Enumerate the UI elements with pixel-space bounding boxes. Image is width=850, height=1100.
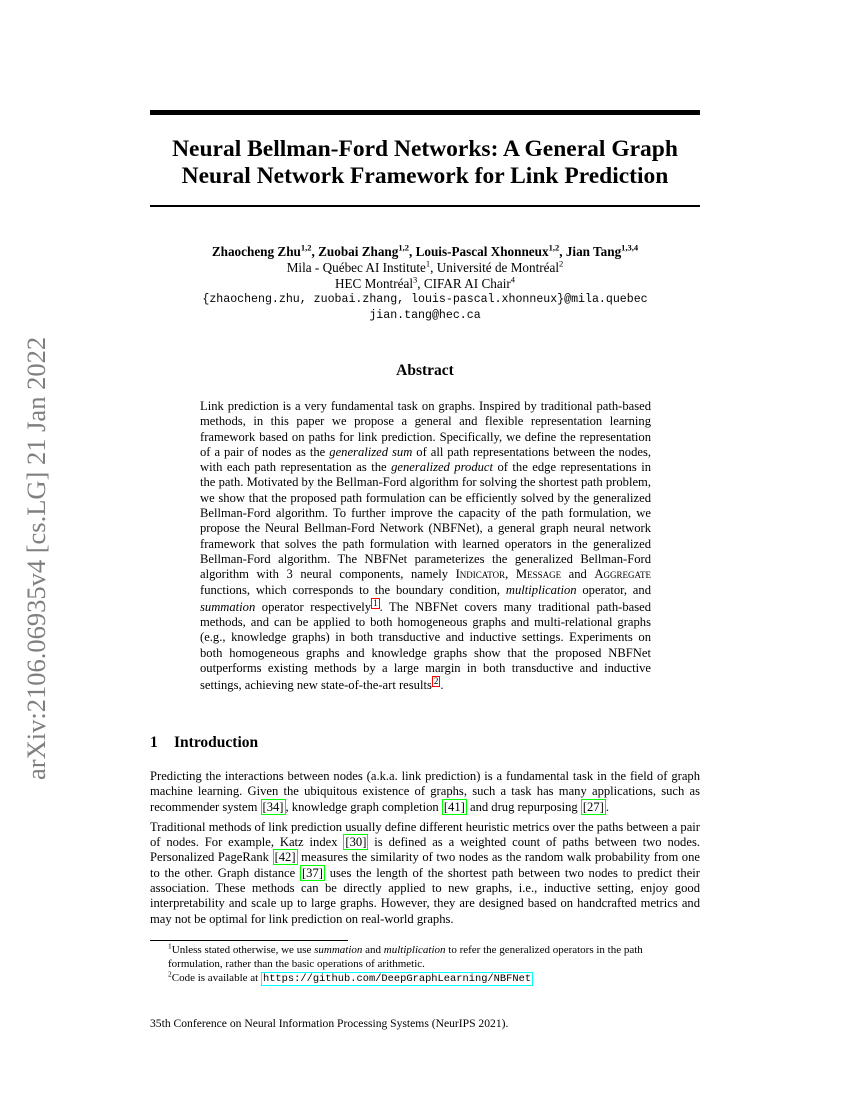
author-name: Zhaocheng Zhu [211,244,301,259]
paper-title [150,136,700,190]
abstract-text: . The NBFNet covers many traditional path-based methods, and can be applied to both homogeneous graphs and multi-relational graphs (e.g., knowledge graphs) in both transductive and inductive settings. Experiments on both homogeneous graphs and knowledge graphs show that the proposed NBFNet outperforms existing methods by a large margin in both transductive and inductive settings, achieving new state-of-the-art results [200,599,651,693]
footnote-emphasis: summation [314,944,363,956]
author-name: Jian Tang [565,244,622,259]
footnote-mark: 2 [168,969,172,979]
abstract-text: . [440,678,444,693]
section-title: Introduction [174,734,259,751]
author-name: Louis-Pascal Xhonneux [415,244,549,259]
footnote-link-2[interactable]: 2 [433,676,439,687]
footnotes [150,941,700,988]
footnote-mark: 1 [168,941,172,951]
abstract-body [200,399,651,694]
abstract-text: of the edge representations in the path. Motivated by the Bellman-Ford algorithm for solving the shortest path problem, we show that the proposed path formulation can be efficiently solved by the generalized Bellman-Ford algorithm. To further improve the capacity of the path formulation, we propose the Neural Bellman-Ford Network (NBFNet), a general graph neural network framework that solves the path formulation with learned operators in the generalized Bellman-Ford algorithm. The NBFNet parameterizes the generalized Bellman-Ford algorithm with 3 neural components, namely [200,460,651,582]
footnote-text: and [362,944,384,956]
paragraph-text: Predicting the interactions between nodes (a.k.a. link prediction) is a fundamental task in the field of graph machine learning. Given the ubiquitous existence of graphs, such a task has many applications, such as recommender system [150,769,700,814]
footnote-2 [150,969,700,987]
author-affil-sup: 1,2 [548,242,560,253]
arxiv-stamp: arXiv:2106.06935v4 [cs.LG] 21 Jan 2022 [21,336,51,780]
affiliation-mila: Mila - Québec AI Institute [286,260,426,275]
author-separator: , [311,244,319,259]
citation-link[interactable]: [30] [345,835,367,850]
paragraph-text: measures the similarity of two nodes as the random walk probability from one to the other. Graph distance [150,850,700,880]
title-bottom-rule [150,205,700,207]
author-list [150,244,700,260]
paragraph-text: , knowledge graph completion [285,799,442,814]
author-name: Zuobai Zhang [318,244,399,259]
email-line-1: {zhaocheng.zhu, zuobai.zhang, louis-pascal.xhonneux}@mila.quebec [202,293,648,306]
abstract-text: of all path representations between the nodes, with each path representation as the [200,444,652,475]
author-separator: , [559,244,566,259]
abstract-smallcaps: Aggregate [594,567,651,582]
abstract-text: and [561,567,595,582]
venue-footer: 35th Conference on Neural Information Processing Systems (NeurIPS 2021). [150,1017,509,1030]
abstract-text: , [505,567,516,582]
paragraph-text: uses the length of the shortest path between two nodes to predict their association. These methods can be directly applied to new graphs, i.e., inductive setting, enjoy good interpretability and scale up to large graphs. However, they are designed based on handcrafted metrics and may not be optimal for link prediction on real-world graphs. [150,865,700,926]
abstract-emphasis: multiplication [505,582,577,597]
paragraph [150,769,700,815]
footnote-text: Code is available at [171,972,261,984]
abstract-smallcaps: Message [515,567,562,582]
abstract-smallcaps: Indicator [455,567,506,582]
affiliation-sup: 2 [559,258,564,269]
affiliation-sup: 4 [510,274,516,285]
footnote-link-1[interactable]: 1 [373,597,378,608]
author-separator: , [408,244,416,259]
section-heading-introduction [150,734,700,752]
abstract-emphasis: generalized product [391,460,494,475]
paragraph-text: Traditional methods of link prediction usually define different heuristic metrics over the paths between a pair of nodes. For example, Katz index [150,819,700,850]
affiliation-cifar: , CIFAR AI Chair [417,276,511,291]
abstract-text: operator respectively [255,599,372,614]
abstract-text: Link prediction is a very fundamental task on graphs. Inspired by traditional path-based methods, in this paper we propose a general and flexible representation learning framework based on paths for link prediction. Specifically, we define the representation of a pair of nodes as the [200,399,651,459]
citation-link[interactable]: [34] [262,799,284,814]
footnote-emphasis: multiplication [383,944,446,956]
title-top-rule [150,110,700,115]
abstract-emphasis: summation [200,599,256,614]
title-line-1: Neural Bellman-Ford Networks: A General Graph [172,136,678,162]
author-block [150,244,700,324]
author-affil-sup: 1,2 [300,242,312,253]
footnote-1 [150,941,700,971]
affiliation-sup: 3 [412,274,418,285]
title-line-2: Neural Network Framework for Link Prediction [181,163,669,189]
citation-link[interactable]: [41] [443,799,465,814]
citation-link[interactable]: [27] [582,799,604,814]
abstract-emphasis: generalized sum [329,444,413,459]
section-number: 1 [150,734,158,751]
code-url-link[interactable]: https://github.com/DeepGraphLearning/NBFNet [262,973,532,985]
citation-link[interactable]: [42] [274,850,296,865]
email-line-2: jian.tang@hec.ca [369,309,481,322]
affiliation-hec: HEC Montréal [334,276,413,291]
paragraph-text: is defined as a weighted count of paths between two nodes. Personalized PageRank [150,835,700,865]
paragraph-text: and drug repurposing [466,799,581,814]
introduction-body [150,769,700,932]
paragraph-text: . [605,799,609,814]
affiliation-line-2 [150,276,700,292]
citation-link[interactable]: [37] [301,865,323,880]
affiliation-udem: , Université de Montréal [430,260,560,275]
author-affil-sup: 1,3,4 [621,242,639,253]
arxiv-stamp-container [20,290,52,780]
abstract-heading: Abstract [396,362,454,379]
footnote-text: Unless stated otherwise, we use [171,944,315,956]
footnote-rule [150,940,348,941]
footnote-text: to refer the generalized operators in the path formulation, rather than the basic operations of arithmetic. [168,944,643,970]
abstract-text: operator, and [576,582,651,597]
affiliation-line-1 [150,260,700,276]
affiliation-sup: 1 [425,258,431,269]
author-affil-sup: 1,2 [398,242,409,253]
abstract-text: functions, which corresponds to the boundary condition, [200,582,506,597]
paragraph [150,820,700,927]
